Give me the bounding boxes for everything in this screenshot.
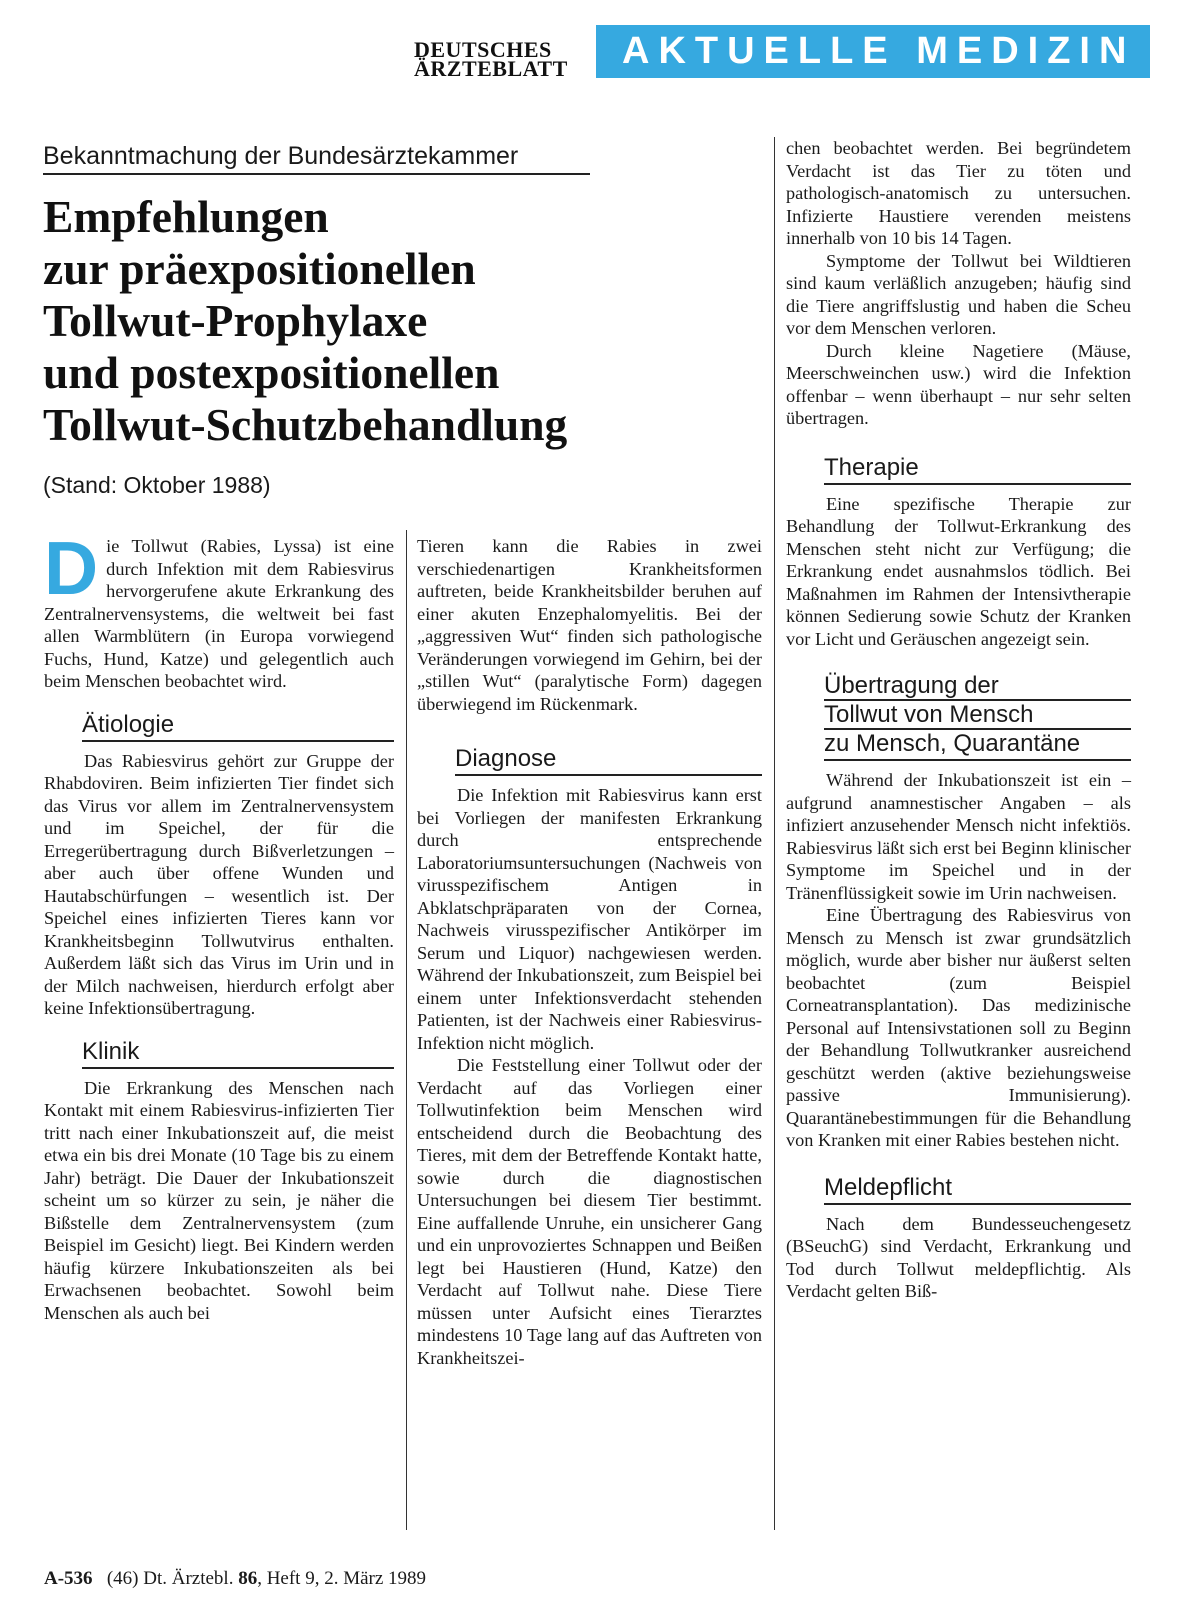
- journal-logo-line2: ÄRZTEBLATT: [414, 56, 568, 81]
- issue-info: , Heft 9, 2. März 1989: [257, 1568, 427, 1589]
- volume: 86: [238, 1568, 258, 1589]
- heading-uebertragung: [824, 672, 1131, 761]
- title-line: und postexpositionellen: [43, 347, 500, 398]
- paragraph: Tieren kann die Rabies in zwei verschiedenartigen Krankheitsformen auftreten, beide Krankheitsbilder beruhen auf einer akuten Enzephalomyelitis. Bei der „aggressiven Wut“ finden sich pathologische Veränderungen vorwiegend im Gehirn, bei der „stillen Wut“ (paralytische Form) dagegen überwiegend im Rückenmark.: [417, 536, 762, 714]
- column-rule: [774, 137, 775, 1530]
- heading-line: Tollwut von Mensch: [824, 701, 1131, 730]
- column-3: [786, 137, 1131, 1303]
- paragraph: Eine spezifische Therapie zur Behandlung der Tollwut-Erkrankung des Menschen steht nicht zur Verfügung; die Erkrankung endet ausnahmslos tödlich. Bei Maßnahmen im Rahmen der Intensivtherapie können Sedierung sowie Schutz der Kranken vor Licht und Geräuschen angezeigt sein.: [786, 493, 1131, 649]
- paragraph: Während der Inkubationszeit ist ein – aufgrund anamnestischer Angaben – als infiziert anzusehender Mensch nicht infektiös. Rabiesvirus läßt sich erst bei Beginn klinischer Symptome im Speichel und in der Tränenflüssigkeit sowie im Urin nachweisen.: [786, 770, 1131, 903]
- paragraph: Durch kleine Nagetiere (Mäuse, Meerschweinchen usw.) wird die Infektion offenbar – wenn überhaupt – nur sehr selten übertragen.: [786, 340, 1131, 428]
- journal-logo-line1: DEUTSCHES: [414, 37, 552, 62]
- title-line: Tollwut-Schutzbehandlung: [43, 399, 568, 450]
- heading-meldepflicht: Meldepflicht: [824, 1174, 1131, 1205]
- paragraph: Das Rabiesvirus gehört zur Gruppe der Rhabdoviren. Beim infizierten Tier findet sich das Virus vor allem im Zentralnervensystem und im Speichel, der für die Erregerübertragung durch Bißverletzungen – aber auch über offene Wunden und Hautabschürfungen – wesentlich ist. Der Speichel eines infizierten Tieres kann vor Krankheitsbeginn Tollwutvirus enthalten. Außerdem läßt sich das Virus im Urin und in der Milch nachweisen, hierdurch erfolgt aber keine Infektionsübertragung.: [44, 750, 394, 1018]
- column-1: [44, 526, 394, 1324]
- journal-abbrev: Dt. Ärztebl.: [143, 1568, 234, 1589]
- heading-line: zu Mensch, Quarantäne: [824, 730, 1081, 757]
- title-line: zur präexpositionellen: [43, 243, 476, 294]
- paragraph: Die Feststellung einer Tollwut oder der Verdacht auf das Vorliegen einer Tollwutinfektion beim Menschen wird entscheidend durch die Beobachtung des Tieres, mit dem der Betreffende Kontakt hatte, sowie durch die diagnostischen Untersuchungen bei diesem Tier bestimmt. Eine auffallende Unruhe, ein unsicherer Gang und ein unprovoziertes Schnappen und Beißen legt bei Haustieren (Hund, Katze) den Verdacht auf Tollwut nahe. Diese Tiere müssen unter Aufsicht eines Tierarztes mindestens 10 Tage lang auf das Auftreten von Krankheitszei-: [417, 1055, 762, 1368]
- kicker: Bekanntmachung der Bundesärztekammer: [43, 140, 590, 175]
- heading-diagnose: Diagnose: [455, 745, 762, 776]
- paragraph: Symptome der Tollwut bei Wildtieren sind kaum verläßlich anzugeben; häufig sind die Tiere angriffslustig und haben die Scheu vor dem Menschen verloren.: [786, 250, 1131, 338]
- journal-logo: [414, 37, 584, 81]
- drop-cap: D: [44, 526, 99, 610]
- heading-aetiologie: Ätiologie: [82, 711, 394, 742]
- column-2: [417, 535, 762, 1369]
- paragraph: chen beobachtet werden. Bei begründetem Verdacht ist das Tier zu töten und pathologisch-anatomisch zu untersuchen. Infizierte Haustiere verenden meistens innerhalb von 10 bis 14 Tagen.: [786, 138, 1131, 248]
- column-rule: [406, 530, 407, 1530]
- issue-page: (46): [106, 1568, 139, 1589]
- heading-klinik: Klinik: [82, 1038, 394, 1069]
- heading-therapie: Therapie: [824, 454, 1131, 485]
- paragraph: Die Erkrankung des Menschen nach Kontakt mit einem Rabiesvirus-infizierten Tier tritt nach einer Inkubationszeit auf, die meist etwa ein bis drei Monate (10 Tage bis zu einem Jahr) beträgt. Die Dauer der Inkubationszeit scheint um so kürzer zu sein, je näher die Bißstelle dem Zentralnervensystem (zum Beispiel im Gesicht) liegt. Bei Kindern werden häufig kürzere Inkubationszeiten als bei Erwachsenen beobachtet. Sowohl beim Menschen als auch bei: [44, 1077, 394, 1323]
- page-footer: [44, 1568, 426, 1590]
- title-line: Tollwut-Prophylaxe: [43, 295, 428, 346]
- page-number: A-536: [44, 1568, 93, 1589]
- heading-line: Übertragung der: [824, 672, 1131, 701]
- paragraph: Nach dem Bundesseuchengesetz (BSeuchG) sind Verdacht, Erkrankung und Tod durch Tollwut meldepflichtig. Als Verdacht gelten Biß-: [786, 1213, 1131, 1301]
- article-title: [43, 191, 743, 451]
- paragraph: Eine Übertragung des Rabiesvirus von Mensch zu Mensch ist zwar grundsätzlich möglich, wurde aber bisher nur äußerst selten beobachtet (zum Beispiel Corneatransplantation). Das medizinische Personal auf Intensivstationen soll zu Beginn der Behandlung Tollwutkranker ausreichend geschützt werden (aktive beziehungsweise passive Immunisierung). Quarantänebestimmungen für die Behandlung von Kranken mit einer Rabies bestehen nicht.: [786, 905, 1131, 1150]
- intro-text: ie Tollwut (Rabies, Lyssa) ist eine durch Infektion mit dem Rabiesvirus hervorgerufene akute Erkrankung des Zentralnervensystems, die weltweit bei fast allen Warmblütern (in Europa vorwiegend Fuchs, Hund, Katze) und gelegentlich auch beim Menschen beobachtet wird.: [44, 536, 394, 691]
- date-status: (Stand: Oktober 1988): [43, 472, 271, 498]
- paragraph: Die Infektion mit Rabiesvirus kann erst bei Vorliegen der manifesten Erkrankung durch entsprechende Laboratoriumsuntersuchungen (Nachweis von virusspezifischem Antigen in Abklatschpräparaten von der Cornea, Nachweis virusspezifischer Antikörper im Serum und Liquor) nachgewiesen werden. Während der Inkubationszeit, zum Beispiel bei einem unter Infektionsverdacht stehenden Patienten, ist der Nachweis einer Rabiesvirus-Infektion nicht möglich.: [417, 785, 762, 1053]
- intro-paragraph: [44, 526, 394, 693]
- title-line: Empfehlungen: [43, 191, 329, 242]
- section-banner: AKTUELLE MEDIZIN: [596, 25, 1150, 78]
